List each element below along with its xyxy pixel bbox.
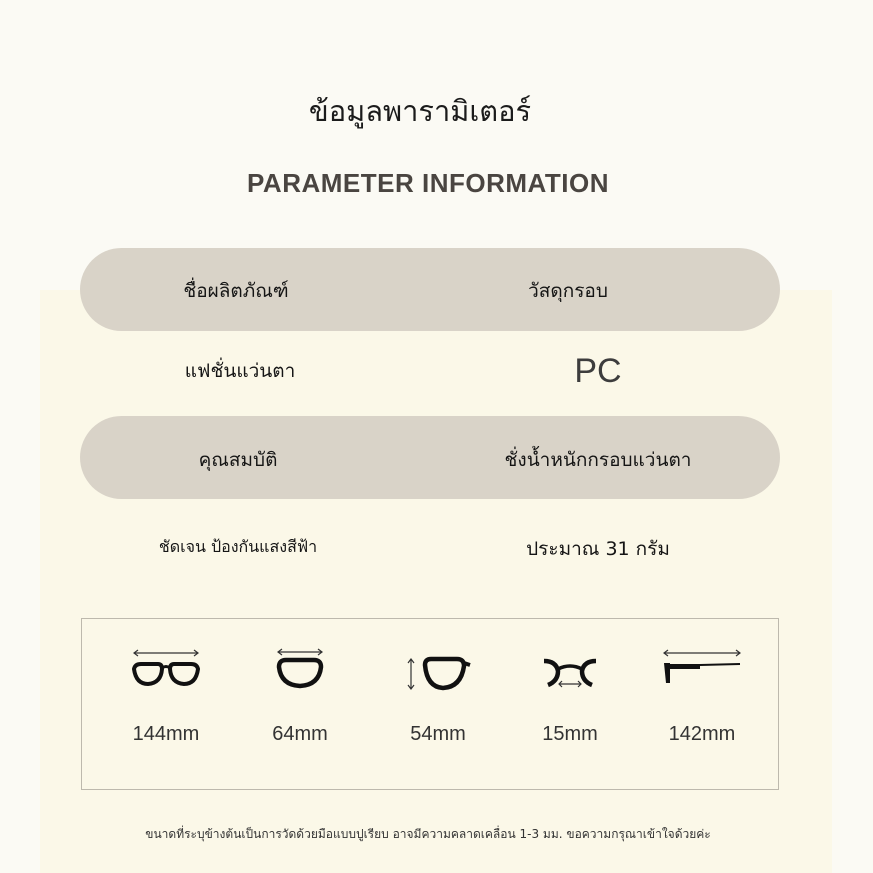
title-english: PARAMETER INFORMATION (247, 168, 609, 198)
value-features: ชัดเจน ป้องกันแสงสีฟ้า (158, 537, 318, 556)
label-product-name: ชื่อผลิตภัณฑ์ (183, 280, 289, 302)
value-product-name: แฟชั่นแว่นตา (184, 360, 296, 382)
label-frame-material: วัสดุกรอบ (528, 280, 608, 302)
dimensions-box (81, 618, 779, 790)
lens-height-value: 54mm (410, 723, 466, 745)
bridge-width-value: 15mm (542, 723, 598, 745)
frame-width-value: 144mm (132, 723, 200, 745)
bridge-width-icon (510, 647, 630, 691)
value-frame-material: PC (574, 352, 622, 390)
frame-width-icon (106, 647, 226, 691)
label-features: คุณสมบัติ (198, 449, 278, 471)
lens-width-icon (240, 647, 360, 691)
temple-length-icon (642, 647, 762, 691)
lens-height-icon (378, 647, 498, 691)
value-frame-weight: ประมาณ 31 กรัม (526, 538, 670, 560)
title-thai: ข้อมูลพารามิเตอร์ (308, 94, 532, 128)
lens-width-value: 64mm (272, 723, 328, 745)
label-frame-weight: ชั่งน้ำหนักกรอบแว่นตา (504, 449, 692, 471)
measurement-note: ขนาดที่ระบุข้างต้นเป็นการวัดด้วยมือแบบปูเรียบ อาจมีความคลาดเคลื่อน 1-3 มม. ขอความกรุณาเข้าใจด้วยค่ะ (145, 827, 711, 841)
temple-length-value: 142mm (668, 723, 736, 745)
